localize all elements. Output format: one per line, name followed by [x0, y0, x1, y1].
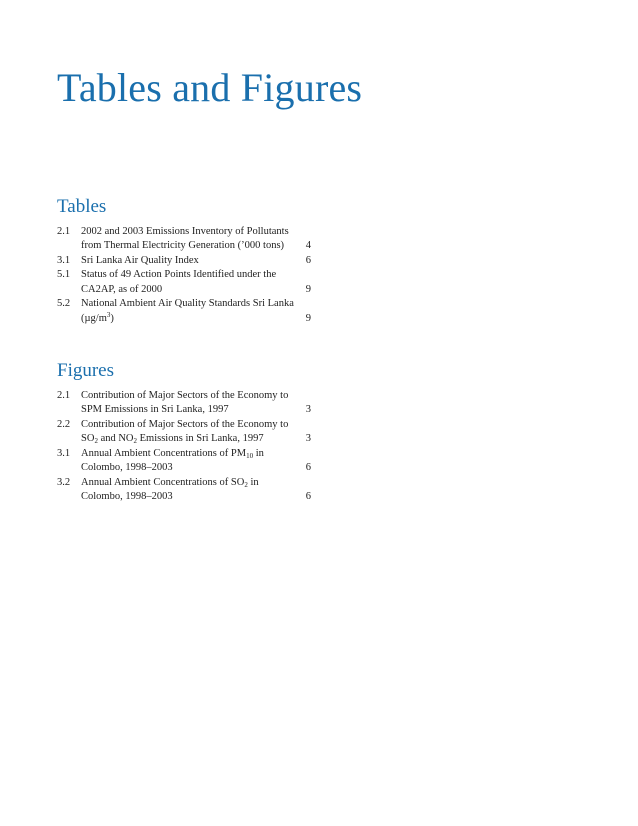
- text-part: (µg/m: [81, 312, 107, 324]
- figure-entry-2-1[interactable]: [57, 389, 311, 418]
- entry-title: [81, 268, 299, 297]
- entry-title-line: 2002 and 2003 Emissions Inventory of Pollutants: [81, 225, 289, 237]
- figure-entry-3-1[interactable]: [57, 447, 311, 476]
- entry-number: 5.2: [57, 298, 71, 310]
- entry-title-line: from Thermal Electricity Generation (’000 tons): [81, 240, 285, 252]
- entry-title: [81, 254, 299, 269]
- text-part: Annual Ambient Concentrations of PM: [81, 447, 247, 459]
- page-title: Tables and Figures: [57, 65, 363, 110]
- entry-title-line: Status of 49 Action Points Identified under the: [81, 269, 277, 281]
- entry-title-line: [81, 312, 299, 327]
- entry-number: 2.2: [57, 418, 71, 430]
- entry-title-line: [81, 447, 299, 462]
- entry-title: [81, 447, 299, 476]
- tables-heading: Tables: [57, 196, 107, 217]
- tables-section: [57, 196, 311, 326]
- entry-title: [81, 389, 299, 418]
- entry-title-line: Contribution of Major Sectors of the Economy to: [81, 418, 289, 430]
- text-part: Annual Ambient Concentrations of SO: [81, 476, 245, 488]
- entry-page-number: 6: [305, 462, 311, 474]
- entry-page-number: 4: [305, 240, 311, 252]
- entry-title-line: Colombo, 1998–2003: [81, 462, 173, 474]
- entry-page-number: 6: [305, 254, 311, 266]
- entry-number: 3.1: [57, 254, 71, 266]
- entry-title-line: Colombo, 1998–2003: [81, 491, 173, 503]
- entry-page-number: 6: [305, 491, 311, 503]
- entry-number: 5.1: [57, 269, 71, 281]
- text-part: and NO: [97, 433, 134, 445]
- text-part: Emissions in Sri Lanka, 1997: [137, 433, 264, 445]
- entry-title-line: Sri Lanka Air Quality Index: [81, 254, 199, 266]
- table-entry-5-1[interactable]: [57, 268, 311, 297]
- entry-title-line: National Ambient Air Quality Standards Sri Lanka: [81, 298, 294, 310]
- entry-number: 2.1: [57, 225, 71, 237]
- entry-title-line: SPM Emissions in Sri Lanka, 1997: [81, 404, 229, 416]
- entry-title-line: [81, 432, 299, 447]
- subscript: 2: [244, 480, 248, 489]
- figure-entry-2-2[interactable]: [57, 418, 311, 447]
- entry-page-number: 3: [305, 404, 311, 416]
- figures-heading: Figures: [57, 360, 114, 381]
- text-part: in: [247, 476, 259, 488]
- entry-title-line: CA2AP, as of 2000: [81, 283, 163, 295]
- subscript: 10: [246, 451, 254, 460]
- entry-number: 3.1: [57, 447, 71, 459]
- entry-page-number: 9: [305, 312, 311, 324]
- entry-title: [81, 225, 299, 254]
- figures-section: [57, 360, 311, 505]
- entry-title-line: Contribution of Major Sectors of the Economy to: [81, 389, 289, 401]
- text-part: SO: [81, 433, 95, 445]
- entry-title-line: [81, 476, 299, 491]
- entry-number: 2.1: [57, 389, 71, 401]
- entry-title: [81, 297, 299, 326]
- table-entry-5-2[interactable]: [57, 297, 311, 326]
- entry-number: 3.2: [57, 476, 71, 488]
- superscript: 3: [106, 310, 111, 319]
- table-entry-2-1[interactable]: [57, 225, 311, 254]
- subscript: 2: [133, 437, 138, 446]
- text-part: ): [110, 312, 114, 324]
- entry-title: [81, 476, 299, 505]
- entry-page-number: 3: [305, 433, 311, 445]
- text-part: in: [253, 447, 264, 459]
- entry-title: [81, 418, 299, 447]
- subscript: 2: [94, 437, 98, 446]
- figure-entry-3-2[interactable]: [57, 476, 311, 505]
- entry-page-number: 9: [305, 283, 311, 295]
- table-entry-3-1[interactable]: [57, 254, 311, 269]
